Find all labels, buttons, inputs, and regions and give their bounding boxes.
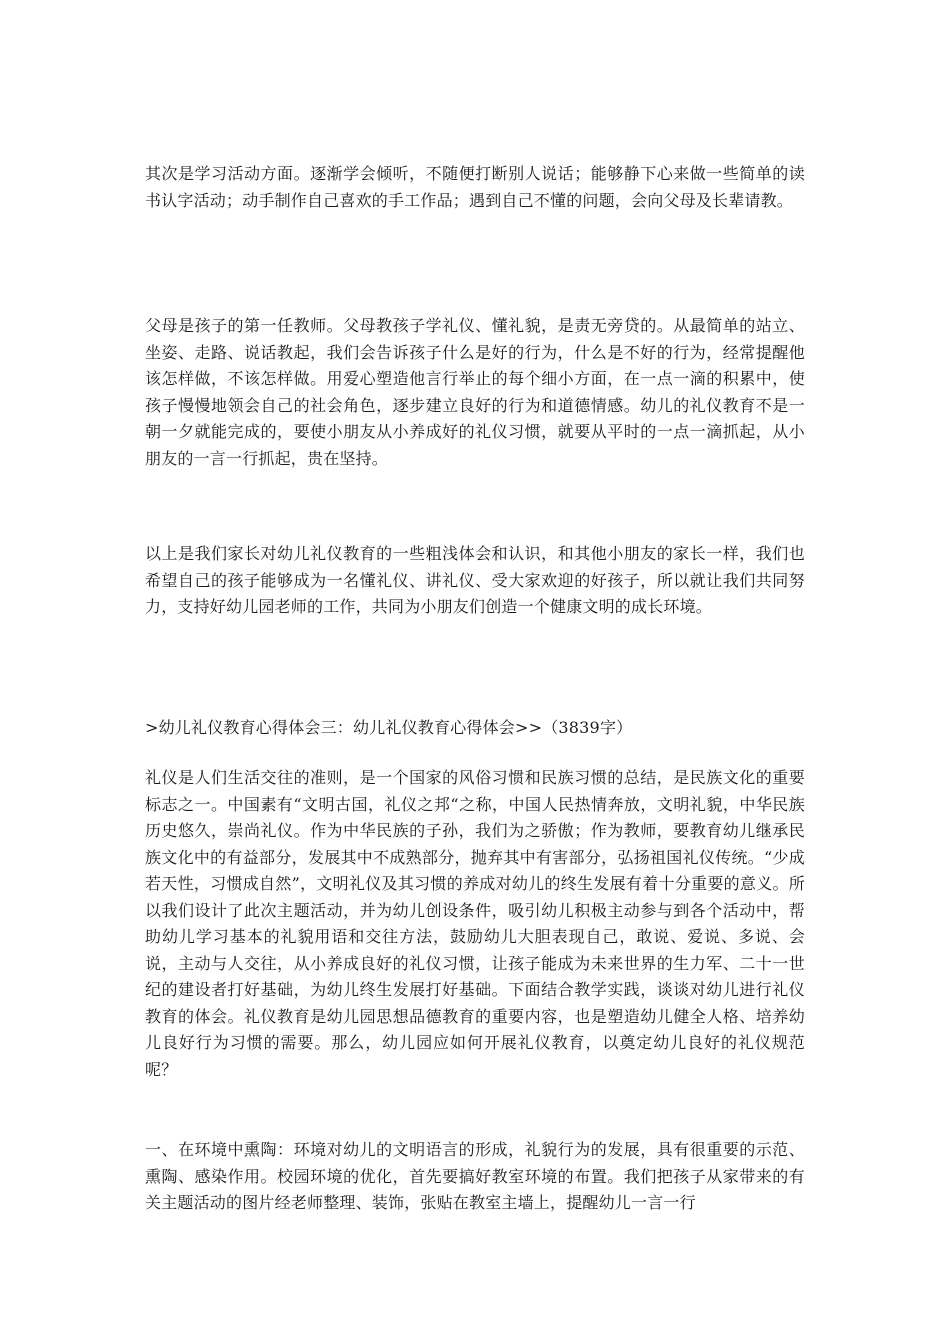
section-heading: >幼儿礼仪教育心得体会三：幼儿礼仪教育心得体会>>（3839字） xyxy=(145,718,633,737)
paragraph-parents-first-teacher: 父母是孩子的第一任教师。父母教孩子学礼仪、懂礼貌，是责无旁贷的。从最简单的站立、坐姿、走路、说话教起，我们会告诉孩子什么是好的行为，什么是不好的行为，经常提醒他该怎样做，不该怎样做。用爱心塑造他言行举止的每个细小方面，在一点一滴的积累中，使孩子慢慢地领会自己的社会角色，逐步建立良好的行为和道德情感。幼儿的礼仪教育不是一朝一夕就能完成的，要使小朋友从小养成好的礼仪习惯，就要从平时的一点一滴抓起，从小朋友的一言一行抓起，贵在坚持。 xyxy=(145,316,805,468)
paragraph-etiquette-intro: 礼仪是人们生活交往的准则，是一个国家的风俗习惯和民族习惯的总结，是民族文化的重要标志之一。中国素有“文明古国，礼仪之邦“之称，中国人民热情奔放，文明礼貌，中华民族历史悠久，崇尚礼仪。作为中华民族的子孙，我们为之骄傲；作为教师，要教育幼儿继承民族文化中的有益部分，发展其中不成熟部分，抛弃其中有害部分，弘扬祖国礼仪传统。“少成若天性，习惯成自然”，文明礼仪及其习惯的养成对幼儿的终生发展有着十分重要的意义。所以我们设计了此次主题活动，并为幼儿创设条件，吸引幼儿积极主动参与到各个活动中，帮助幼儿学习基本的礼貌用语和交往方法，鼓励幼儿大胆表现自己，敢说、爱说、多说、会说，主动与人交往，从小养成良好的礼仪习惯，让孩子能成为未来世界的生力军、二十一世纪的建设者打好基础，为幼儿终生发展打好基础。下面结合教学实践，谈谈对幼儿进行礼仪教育的体会。礼仪教育是幼儿园思想品德教育的重要内容，也是塑造幼儿健全人格、培养幼儿良好行为习惯的需要。那么，幼儿园应如何开展礼仪教育，以奠定幼儿良好的礼仪规范呢？ xyxy=(145,768,805,1079)
paragraph-learning-activities: 其次是学习活动方面。逐渐学会倾听，不随便打断别人说话；能够静下心来做一些简单的读书认字活动；动手制作自己喜欢的手工作品；遇到自己不懂的问题，会向父母及长辈请教。 xyxy=(145,164,805,210)
paragraph-parents-summary: 以上是我们家长对幼儿礼仪教育的一些粗浅体会和认识，和其他小朋友的家长一样，我们也希望自己的孩子能够成为一名懂礼仪、讲礼仪、受大家欢迎的好孩子，所以就让我们共同努力，支持好幼儿园老师的工作，共同为小朋友们创造一个健康文明的成长环境。 xyxy=(145,544,805,616)
paragraph-environment: 一、在环境中熏陶：环境对幼儿的文明语言的形成，礼貌行为的发展，具有很重要的示范、熏陶、感染作用。校园环境的优化，首先要搞好教室环境的布置。我们把孩子从家带来的有关主题活动的图片经老师整理、装饰，张贴在教室主墙上，提醒幼儿一言一行 xyxy=(145,1140,805,1212)
